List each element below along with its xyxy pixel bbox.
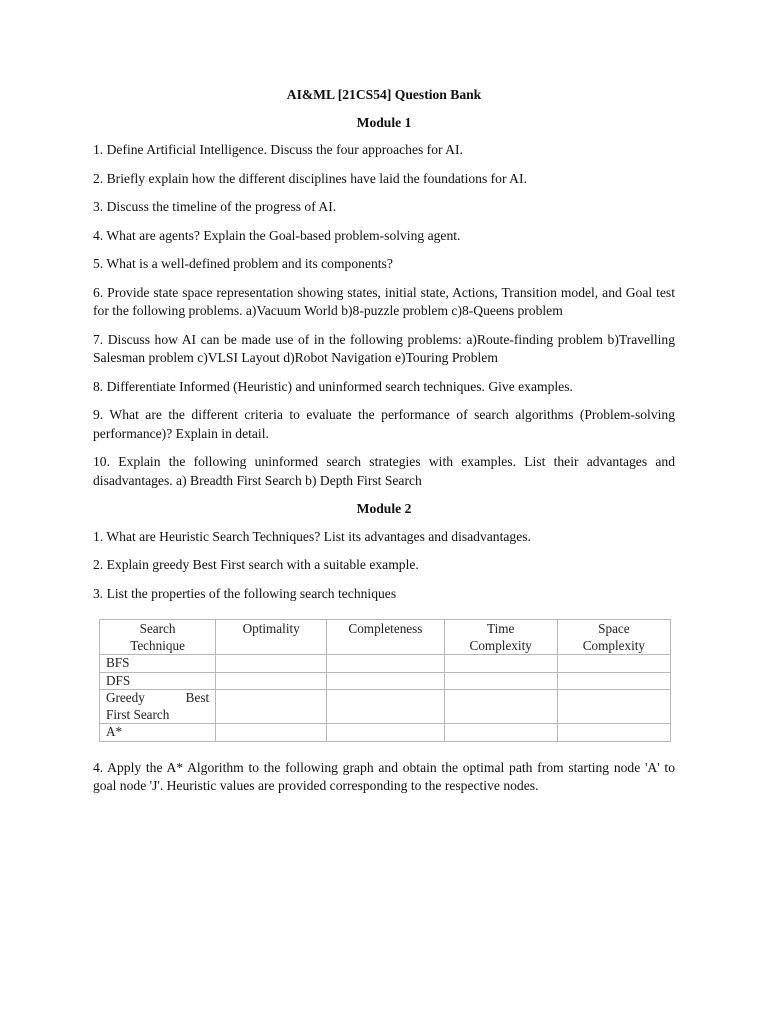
cell-dfs-time: [444, 672, 557, 690]
header-space-line2: Complexity: [582, 637, 646, 653]
best-word: Best: [185, 690, 210, 705]
header-time-line2: Complexity: [469, 637, 532, 653]
cell-astar-completeness: [327, 724, 444, 742]
header-search-technique-line1: Search: [139, 621, 176, 636]
module-1-question-2: 2. Briefly explain how the different disciplines have laid the foundations for AI.: [93, 170, 527, 186]
cell-astar-space: [557, 724, 670, 742]
cell-bfs-time: [444, 655, 557, 673]
module-1-question-3: 3. Discuss the timeline of the progress of AI.: [93, 199, 337, 214]
module-2-question-3: 3. List the properties of the following search techniques: [93, 585, 397, 601]
module-2-question-1: 1. What are Heuristic Search Techniques? List its advantages and disadvantages.: [93, 528, 531, 544]
search-properties-table-container: [99, 619, 675, 742]
search-properties-table: [99, 619, 671, 742]
table-row-dfs: [100, 672, 671, 690]
cell-greedy-best-first: [100, 690, 216, 724]
cell-dfs: DFS: [100, 672, 216, 690]
cell-astar-time: [444, 724, 557, 742]
cell-bfs: BFS: [100, 655, 216, 673]
cell-greedy-completeness: [327, 690, 444, 724]
question-bank-page: [93, 86, 675, 806]
greedy-line-1: [106, 690, 209, 707]
module-2-title: Module 2: [356, 501, 412, 516]
cell-dfs-optimality: [216, 672, 327, 690]
cell-greedy-space: [557, 690, 670, 724]
header-search-technique: [100, 620, 216, 655]
module-1-question-5: 5. What is a well-defined problem and its components?: [93, 256, 393, 271]
cell-greedy-time: [444, 690, 557, 724]
module-1-question-8: 8. Differentiate Informed (Heuristic) and uninformed search techniques. Give examples.: [93, 378, 573, 394]
header-completeness-label: Completeness: [348, 621, 423, 636]
cell-greedy-optimality: [216, 690, 327, 724]
module-1-question-9: 9. What are the different criteria to evaluate the performance of search algorithms (Problem-solving performance)? Explain in detail.: [93, 407, 675, 441]
cell-dfs-completeness: [327, 672, 444, 690]
cell-bfs-completeness: [327, 655, 444, 673]
cell-astar: A*: [100, 724, 216, 742]
table-row-greedy-best-first: [100, 690, 671, 724]
header-space-complexity: [557, 620, 670, 655]
document-title: AI&ML [21CS54] Question Bank: [286, 87, 482, 102]
table-header-row: [100, 620, 671, 655]
module-2-question-2: 2. Explain greedy Best First search with a suitable example.: [93, 557, 419, 572]
greedy-line-2: First Search: [106, 706, 170, 722]
header-optimality-label: Optimality: [242, 621, 300, 636]
header-optimality: [216, 620, 327, 655]
cell-bfs-space: [557, 655, 670, 673]
header-space-line1: Space: [598, 621, 630, 636]
header-time-line1: Time: [487, 621, 515, 636]
cell-bfs-optimality: [216, 655, 327, 673]
module-1-question-4: 4. What are agents? Explain the Goal-based problem-solving agent.: [93, 227, 461, 243]
table-row-bfs: [100, 655, 671, 673]
greedy-word: Greedy: [106, 690, 145, 705]
header-time-complexity: [444, 620, 557, 655]
module-1-title: Module 1: [356, 114, 412, 130]
module-1-question-7: 7. Discuss how AI can be made use of in the following problems: a)Route-finding problem b)Travelling Salesman problem c)VLSI Layout d)Robot Navigation e)Touring Problem: [93, 331, 675, 365]
cell-dfs-space: [557, 672, 670, 690]
header-completeness: [327, 620, 444, 655]
module-1-question-6: 6. Provide state space representation showing states, initial state, Actions, Transition model, and Goal test for the following problems. a)Vacuum World b)8-puzzle problem c)8-Queens problem: [93, 284, 675, 318]
table-row-astar: [100, 724, 671, 742]
module-1-question-10: 10. Explain the following uninformed search strategies with examples. List their advantages and disadvantages. a) Breadth First Search b) Depth First Search: [93, 454, 675, 488]
module-1-question-1: 1. Define Artificial Intelligence. Discuss the four approaches for AI.: [93, 142, 463, 157]
header-search-technique-line2: Technique: [130, 637, 185, 653]
cell-astar-optimality: [216, 724, 327, 742]
module-2-question-4: 4. Apply the A* Algorithm to the following graph and obtain the optimal path from starting node 'A' to goal node 'J'. Heuristic values are provided corresponding to the respective nodes.: [93, 759, 675, 793]
